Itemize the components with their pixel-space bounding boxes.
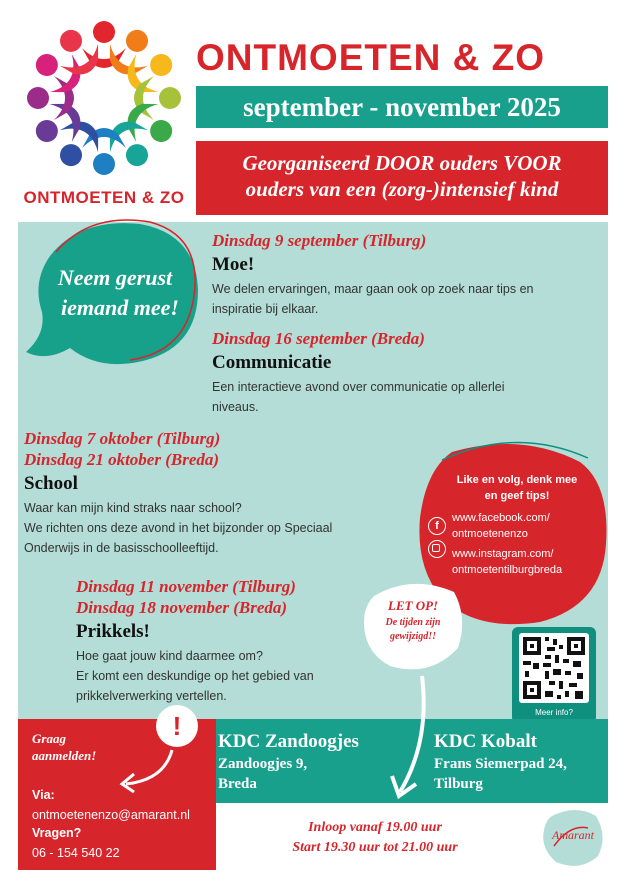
- date-range-band: [196, 86, 608, 128]
- event-description-line: prikkelverwerking vertellen.: [76, 689, 227, 703]
- notice-line-3: gewijzigd!!: [389, 631, 437, 642]
- event-communicatie: [212, 328, 592, 417]
- instagram-link-line-2[interactable]: ontmoetentilburgbreda: [452, 564, 563, 576]
- event-date: Dinsdag 7 oktober (Tilburg): [24, 429, 221, 448]
- location-city: Breda: [218, 776, 257, 792]
- location-name: KDC Kobalt: [434, 731, 537, 752]
- amarant-wordmark: Amarant: [552, 828, 594, 842]
- instagram-link-line-1[interactable]: www.instagram.com/: [452, 548, 554, 560]
- tagline-line-1: Georganiseerd DOOR ouders VOOR: [242, 151, 562, 175]
- event-school: [24, 428, 404, 558]
- event-description-line: niveaus.: [212, 400, 259, 414]
- bubble-line-2: iemand mee!: [61, 295, 179, 320]
- event-date: Dinsdag 9 september (Tilburg): [212, 231, 427, 250]
- event-title: Communicatie: [212, 352, 332, 373]
- location-city: Tilburg: [434, 776, 483, 792]
- long-arrow-icon: [386, 672, 446, 812]
- date-range: september - november 2025: [243, 92, 561, 122]
- event-prikkels: [76, 576, 376, 706]
- notice-line-2: De tijden zijn: [385, 617, 441, 628]
- qr-caption: Meer info?: [535, 708, 573, 717]
- signup-phone[interactable]: 06 - 154 540 22: [32, 846, 120, 860]
- times-line-2: Start 19.30 uur tot 21.00 uur: [292, 840, 458, 855]
- location-street: Zandoogjes 9,: [218, 756, 308, 772]
- instagram-icon[interactable]: [428, 540, 446, 558]
- times-line-1: Inloop vanaf 19.00 uur: [308, 820, 442, 835]
- event-title: Moe!: [212, 254, 255, 275]
- tagline-band: [196, 141, 608, 215]
- signup-email[interactable]: ontmoetenenzo@amarant.nl: [32, 808, 190, 822]
- event-description-line: Een interactieve avond over communicatie op allerlei: [212, 380, 505, 394]
- event-date: Dinsdag 11 november (Tilburg): [76, 577, 296, 596]
- location-kobalt: [434, 730, 606, 794]
- event-title: Prikkels!: [76, 621, 150, 642]
- logo: [14, 10, 194, 210]
- event-date: Dinsdag 18 november (Breda): [76, 598, 288, 617]
- facebook-icon[interactable]: f: [428, 517, 446, 535]
- facebook-link-line-1[interactable]: www.facebook.com/: [452, 512, 550, 524]
- people-circle-logo-icon: [14, 10, 194, 190]
- event-description-line: Waar kan mijn kind straks naar school?: [24, 501, 242, 515]
- event-description-line: Hoe gaat jouw kind daarmee om?: [76, 649, 263, 663]
- event-description-line: Onderwijs in de basisschoolleeftijd.: [24, 541, 219, 555]
- questions-label: Vragen?: [32, 826, 82, 840]
- location-street: Frans Siemerpad 24,: [434, 756, 567, 772]
- event-description-line: inspiratie bij elkaar.: [212, 302, 319, 316]
- location-name: KDC Zandoogjes: [218, 731, 359, 752]
- event-description-line: We delen ervaringen, maar gaan ook op zoek naar tips en: [212, 282, 534, 296]
- notice-badge: [360, 578, 466, 674]
- event-description-line: We richten ons deze avond in het bijzonder op Speciaal: [24, 521, 333, 535]
- social-heading-line-2: en geef tips!: [484, 490, 550, 502]
- tagline-line-2: ouders van een (zorg-)intensief kind: [245, 177, 559, 201]
- curved-arrow-icon: [112, 746, 182, 796]
- signup-line-1: Graag: [32, 731, 66, 746]
- event-description-line: Er komt een deskundige op het gebied van: [76, 669, 314, 683]
- signup-line-2: aanmelden!: [32, 748, 97, 763]
- event-date: Dinsdag 16 september (Breda): [212, 329, 425, 348]
- bubble-line-1: Neem gerust: [57, 265, 173, 290]
- exclamation-icon: !: [156, 705, 198, 747]
- event-moe: [212, 230, 592, 319]
- notice-line-1: LET OP!: [387, 598, 439, 613]
- logo-text: ONTMOETEN & ZO: [23, 188, 185, 207]
- page-title: ONTMOETEN & ZO: [196, 37, 546, 78]
- social-heading-line-1: Like en volg, denk mee: [456, 474, 578, 486]
- qr-code-card[interactable]: [512, 627, 596, 723]
- facebook-link-line-2[interactable]: ontmoetenenzo: [452, 528, 528, 540]
- bring-someone-bubble: [20, 212, 206, 372]
- bubble-shape: [20, 212, 206, 372]
- via-label: Via:: [32, 788, 55, 802]
- event-title: School: [24, 473, 78, 494]
- event-date: Dinsdag 21 oktober (Breda): [24, 450, 220, 469]
- qr-code-icon[interactable]: [519, 633, 589, 703]
- amarant-logo: [540, 806, 606, 868]
